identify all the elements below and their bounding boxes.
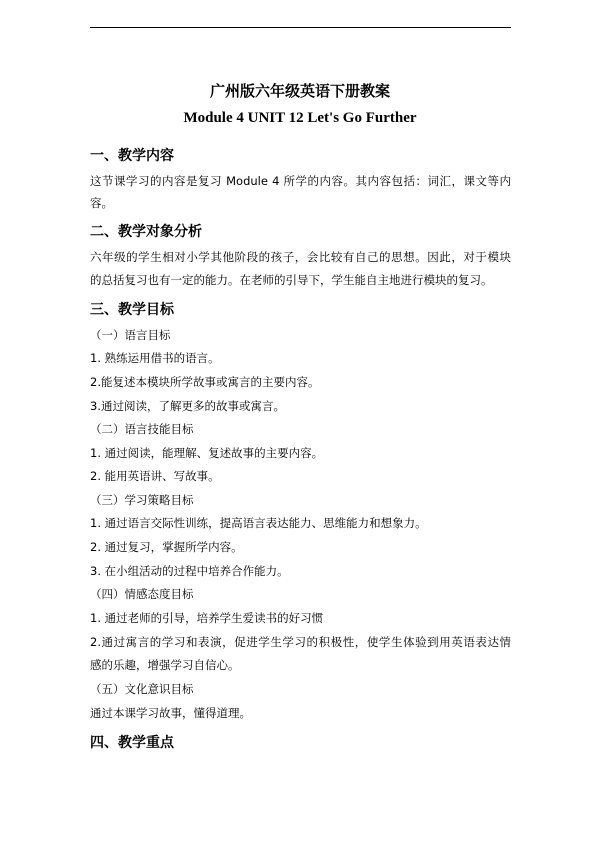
objective-item: 2.通过寓言的学习和表演，促进学生学习的积极性，使学生体验到用英语表达情 (90, 635, 511, 649)
document-subtitle: Module 4 UNIT 12 Let's Go Further (183, 110, 417, 126)
section-heading-key-points: 四、教学重点 (90, 735, 174, 751)
section-heading-content: 一、教学内容 (90, 148, 174, 164)
objective-group-label: （三）学习策略目标 (90, 493, 194, 507)
objective-item: 3.通过阅读，了解更多的故事或寓言。 (90, 399, 285, 413)
document-title: 广州版六年级英语下册教案 (209, 82, 390, 100)
objective-item: 2. 能用英语讲、写故事。 (90, 469, 220, 483)
objective-item: 感的乐趣，增强学习自信心。 (90, 658, 240, 672)
objective-group-label: （五）文化意识目标 (90, 682, 194, 696)
objective-item: 1. 通过老师的引导，培养学生爱读书的好习惯 (90, 611, 324, 625)
objective-item: 1. 熟练运用借书的语言。 (90, 351, 220, 365)
objective-group-label: （四）情感态度目标 (90, 587, 194, 601)
paragraph-line: 这节课学习的内容是复习 Module 4 所学的内容。其内容包括：词汇，课文等内 (90, 174, 511, 188)
section-heading-objectives: 三、教学目标 (90, 302, 174, 318)
header-rule (90, 27, 511, 28)
objective-group-label: （一）语言目标 (90, 328, 171, 342)
objective-item: 1. 通过语言交际性训练，提高语言表达能力、思维能力和想象力。 (90, 516, 427, 530)
objective-item: 1. 通过阅读，能理解、复述故事的主要内容。 (90, 446, 324, 460)
paragraph-line: 六年级的学生相对小学其他阶段的孩子，会比较有自己的思想。因此，对于模块 (90, 250, 511, 264)
paragraph-line: 容。 (90, 196, 113, 210)
objective-item: 2. 通过复习，掌握所学内容。 (90, 540, 243, 554)
objective-item: 2.能复述本模块所学故事或寓言的主要内容。 (90, 375, 320, 389)
paragraph-line: 的总括复习也有一定的能力。在老师的引导下，学生能自主地进行模块的复习。 (90, 273, 493, 287)
section-heading-audience: 二、教学对象分析 (90, 224, 202, 240)
objective-item: 通过本课学习故事，懂得道理。 (90, 706, 251, 720)
objective-group-label: （二）语言技能目标 (90, 422, 194, 436)
objective-item: 3. 在小组活动的过程中培养合作能力。 (90, 564, 289, 578)
